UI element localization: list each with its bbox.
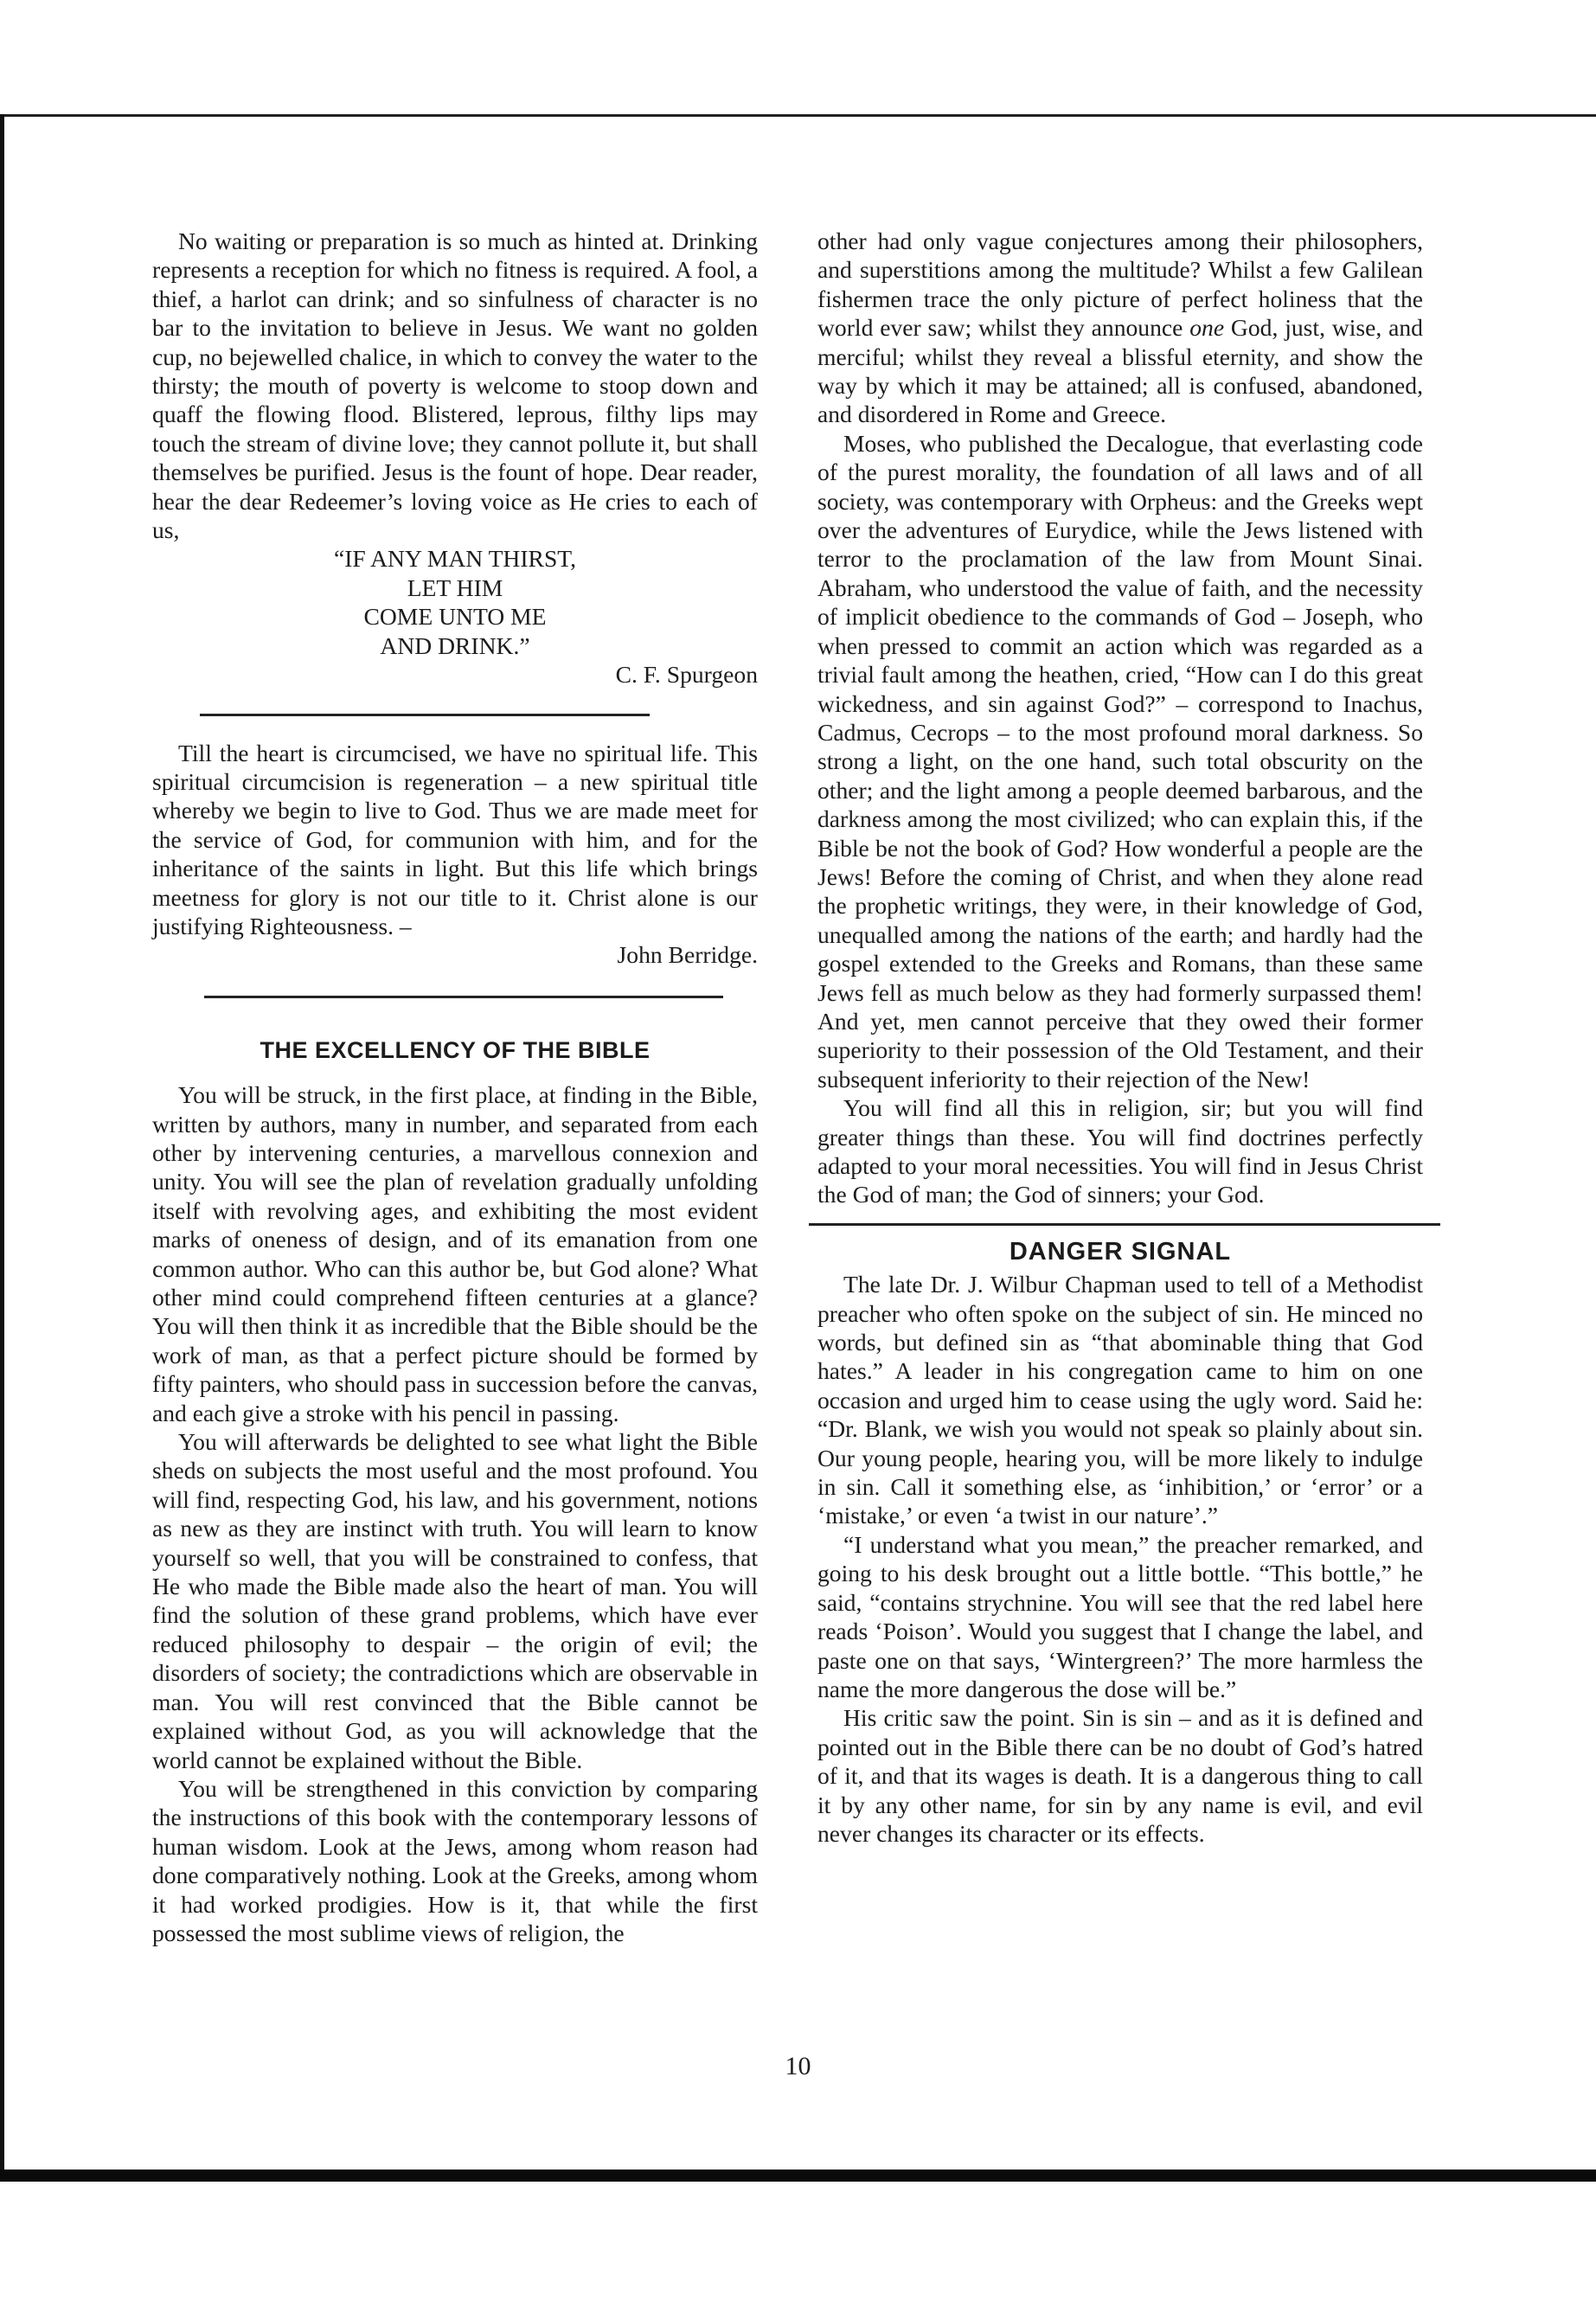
bottom-border bbox=[0, 2170, 1596, 2182]
spurgeon-author: C. F. Spurgeon bbox=[615, 661, 758, 689]
verse-line: COME UNTO ME bbox=[363, 603, 547, 631]
divider bbox=[809, 1223, 1440, 1226]
excellency-paragraph-3: You will be strengthened in this conviction by comparing the instructions of this book with the contemporary lessons of human wisdom. Look at the Jews, among whom reason had done comparatively nothing. Look at the Greeks, among whom it had worked prodigies. How is it, that while the first possessed the most sublime views of religion, the bbox=[152, 1774, 758, 1946]
danger-paragraph-2: “I understand what you mean,” the preacher remarked, and going to his desk brought out a little bottle. “This bottle,” he said, “contains strychnine. You will see that the red label here reads ‘Poison’. Would you suggest that I change the label, and paste one on that says, ‘Wintergreen?’ The more harmless the name the more dangerous the dose will be.” bbox=[817, 1530, 1423, 1702]
excellency-continued-paragraph-2: Moses, who published the Decalogue, that everlasting code of the purest morality, the foundation of all laws and of all society, was contemporary with Orpheus: and the Greeks wept over the adventures of Eurydice, while the Jews listened with terror to the proclamation of the law from Mount Sinai. Abraham, who understood the value of faith, and the necessity of implicit obedience to the commands of God – Joseph, who when pressed to commit an action which was regarded as a trivial fault among the heathen, cried, “How can I do this great wickedness, and sin against God?” – correspond to Inachus, Cadmus, Cecrops – to the most profound moral darkness. So strong a light, on the one hand, such total obscurity on the other; and the light among a people deemed barbarous, and the darkness among the most civilized; who can explain this, if the Bible be not the book of God? How wonderful a people are the Jews! Before the coming of Christ, and when they alone read the prophetic writings, they were, in their knowledge of God, unequalled among the nations of the earth; and hardly had the gospel extended to the Greeks and Romans, than these same Jews fell as much below as they had formerly surpassed them! And yet, men cannot perceive that they owed their former superiority to their possession of the Old Testament, and their subsequent inferiority to their rejection of the New! bbox=[817, 429, 1423, 1093]
excellency-continued-paragraph-1 bbox=[817, 227, 1423, 429]
spurgeon-verse bbox=[152, 544, 758, 660]
left-column bbox=[152, 227, 758, 1947]
verse-line: AND DRINK.” bbox=[380, 631, 530, 659]
page-number: 10 bbox=[785, 2052, 811, 2080]
emphasis: one bbox=[1189, 314, 1225, 342]
berridge-author: John Berridge. bbox=[617, 941, 758, 969]
danger-paragraph-1: The late Dr. J. Wilbur Chapman used to tell of a Methodist preacher who often spoke on the subject of sin. He minced no words, but defined sin as “that abominable thing that God hates.” A leader in his congregation came to him on one occasion and urged him to cease using the ugly word. Said he: “Dr. Blank, we wish you would not speak so plainly about sin. Our young people, hearing you, will be more likely to indulge in sin. Call it something else, as ‘inhibition,’ or ‘error’ or a ‘mistake,’ or even ‘a twist in our nature’.” bbox=[817, 1271, 1423, 1529]
top-border bbox=[0, 114, 1596, 117]
danger-heading: DANGER SIGNAL bbox=[1009, 1237, 1232, 1266]
divider bbox=[200, 714, 650, 716]
berridge-paragraph: Till the heart is circumcised, we have no spiritual life. This spiritual circumcision is regeneration – a new spiritual title whereby we begin to live to God. Thus we are made meet for the service of God, for communion with him, and for the inheritance of the saints in light. But this life which brings meetness for glory is not our title to it. Christ alone is our justifying Righteousness. – bbox=[152, 739, 758, 939]
divider bbox=[204, 996, 723, 998]
verse-line: LET HIM bbox=[407, 574, 503, 601]
text-segment: God, just, wise, and merciful; whilst they reveal a blissful eternity, and show the way by which it may be attained; all is confused, abandoned, and disordered in Rome and Greece. bbox=[817, 314, 1423, 428]
excellency-heading: THE EXCELLENCY OF THE BIBLE bbox=[260, 1036, 651, 1063]
text-segment: other had only vague conjectures among their philosophers, and superstitions among the multitude? Whilst a few Galilean fishermen trace the only picture of perfect holiness that the world ever saw; whilst they announce bbox=[817, 228, 1423, 342]
danger-paragraph-3: His critic saw the point. Sin is sin – and as it is defined and pointed out in the Bible there can be no doubt of God’s hatred of it, and that its wages is death. It is a dangerous thing to call it by any other name, for sin by any name is evil, and evil never changes its character or its effects. bbox=[817, 1704, 1423, 1847]
excellency-paragraph-2: You will afterwards be delighted to see what light the Bible sheds on subjects the most useful and the most profound. You will find, respecting God, his law, and his government, notions as new as they are instinct with truth. You will learn to know yourself so well, that you will be constrained to confess, that He who made the Bible made also the heart of man. You will find the solution of these grand problems, which have ever reduced philosophy to despair – the origin of evil; the disorders of society; the contradictions which are observable in man. You will rest convinced that the Bible cannot be explained without God, as you will acknowledge that the world cannot be explained without the Bible. bbox=[152, 1428, 758, 1773]
left-border bbox=[0, 114, 4, 2182]
excellency-continued-paragraph-3: You will find all this in religion, sir; but you will find greater things than these. You will find doctrines perfectly adapted to your moral necessities. You will find in Jesus Christ the God of man; the God of sinners; your God. bbox=[817, 1094, 1423, 1208]
excellency-paragraph-1: You will be struck, in the first place, at finding in the Bible, written by authors, many in number, and separated from each other by intervening centuries, a marvellous connexion and unity. You will see the plan of revelation gradually unfolding itself with revolving ages, and exhibiting the most evident marks of oneness of design, and of its emanation from one common author. Who can this author be, but God alone? What other mind could comprehend fifteen centuries at a glance? You will then think it as incredible that the Bible should be the work of man, as that a perfect picture should be formed by fifty painters, who should pass in succession before the canvas, and each give a stroke with his pencil in passing. bbox=[152, 1081, 758, 1426]
right-column bbox=[817, 227, 1423, 1848]
spurgeon-paragraph: No waiting or preparation is so much as hinted at. Drinking represents a reception for which no fitness is required. A fool, a thief, a harlot can drink; and so sinfulness of character is no bar to the invitation to believe in Jesus. We want no golden cup, no bejewelled chalice, in which to convey the water to the thirsty; the mouth of poverty is welcome to stoop down and quaff the flowing flood. Blistered, leprous, filthy lips may touch the stream of divine love; they cannot pollute it, but shall themselves be purified. Jesus is the fount of hope. Dear reader, hear the dear Redeemer’s loving voice as He cries to each of us, bbox=[152, 228, 758, 544]
verse-line: “IF ANY MAN THIRST, bbox=[333, 545, 577, 573]
